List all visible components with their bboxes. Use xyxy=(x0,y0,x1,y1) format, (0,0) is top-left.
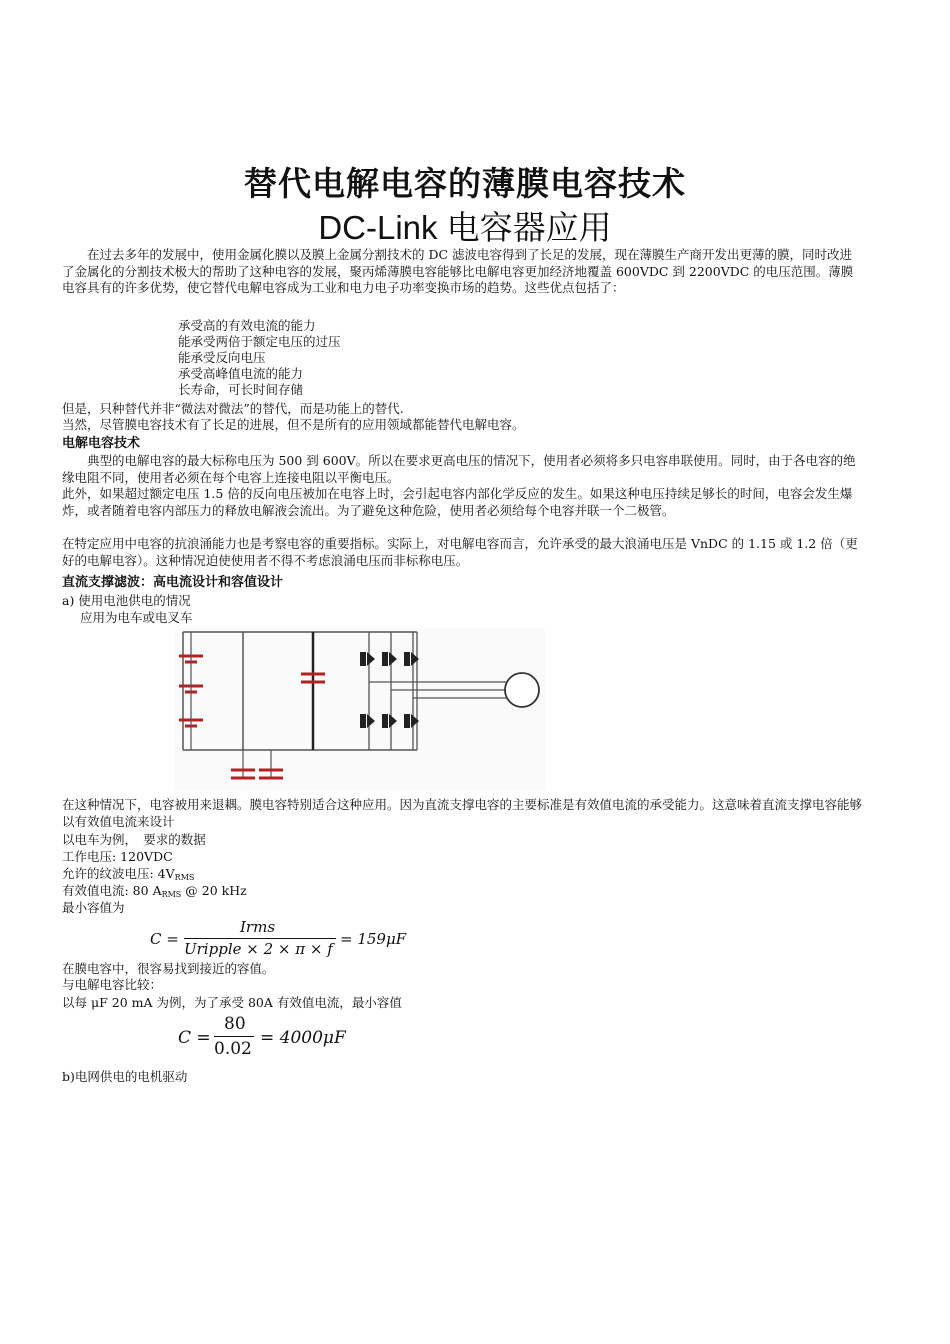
section-heading-dclink: 直流支撑滤波：高电流设计和容值设计 xyxy=(62,575,284,590)
formula-lhs: C = xyxy=(178,1028,211,1048)
compare-label: 与电解电容比较： xyxy=(62,977,163,992)
electrolytic-paragraph-3: 在特定应用中电容的抗浪涌能力也是考察电容的重要指标。实际上，对电解电容而言，允许承受的最大浪涌电压是 VnDC 的 1.15 或 1.2 倍（更好的电解电容）。这种情况迫使使用者不得不考虑浪涌电压而非标称电压。 xyxy=(62,536,858,568)
note-not-all: 当然，尽管膜电容技术有了长足的进展，但不是所有的应用领域都能替代电解电容。 xyxy=(62,417,525,432)
formula-numerator: 80 xyxy=(224,1014,246,1034)
advantage-item: 承受高的有效电流的能力 xyxy=(178,318,316,333)
formula-numerator: Irms xyxy=(240,918,276,936)
case-a-application: 应用为电车或电叉车 xyxy=(80,610,193,625)
film-note: 在膜电容中，很容易找到接近的容值。 xyxy=(62,961,275,976)
electrolytic-paragraph-2: 此外，如果超过额定电压 1.5 倍的反向电压被加在电容上时，会引起电容内部化学反应的发生。如果这种电压持续足够长的时间，电容会发生爆炸，或者随着电容内部压力的释放电解液会流出。为了避免这种危险，使用者必须给每个电容并联一个二极管。 xyxy=(62,486,853,518)
formula-rhs: = 159μF xyxy=(340,930,407,948)
min-cap-label: 最小容值为 xyxy=(62,900,125,915)
motor-icon xyxy=(505,673,539,707)
current-spec: 有效值电流: 80 $A_{RMS}$ @ 20 kHz xyxy=(62,883,247,899)
decoupling-paragraph: 在这种情况下，电容被用来退耦。膜电容特别适合这种应用。因为直流支撑电容的主要标准是有效值电流的承受能力。这意味着直流支撑电容能够以有效值电流来设计 xyxy=(62,797,863,829)
advantage-item: 能承受两倍于额定电压的过压 xyxy=(178,334,341,349)
formula-denominator: Uripple × 2 × π × f xyxy=(184,940,333,958)
ripple-spec: 允许的纹波电压: $4V_{RMS}$ xyxy=(62,866,195,882)
formula-lhs: C = xyxy=(150,930,179,948)
intro-paragraph: 在过去多年的发展中，使用金属化膜以及膜上金属分割技术的 DC 滤波电容得到了长足的发展，现在薄膜生产商开发出更薄的膜，同时改进了金属化的分割技术极大的帮助了这种电容的发展，聚丙烯薄膜电容能够比电解电容更加经济地覆盖 600VDC 到 2200VDC 的电压范围。薄膜电容具有的许多优势，使它替代电解电容成为工业和电力电子功率变换市场的趋势。这些优点包括了： xyxy=(62,247,854,295)
page-title: 替代电解电容的薄膜电容技术 xyxy=(244,164,686,203)
formula-denominator: 0.02 xyxy=(214,1039,252,1059)
page-subtitle: DC-Link 电容器应用 xyxy=(318,209,612,246)
note-functional: 但是，只种替代并非“微法对微法”的替代，而是功能上的替代. xyxy=(62,401,404,416)
example-label: 以电车为例， 要求的数据 xyxy=(62,832,206,847)
circuit-diagram xyxy=(175,628,545,790)
voltage-spec: 工作电压: 120VDC xyxy=(62,849,173,864)
section-heading-electrolytic: 电解电容技术 xyxy=(62,436,141,451)
per-uf-note: 以每 μF 20 mA 为例，为了承受 80A 有效值电流，最小容值 xyxy=(62,995,402,1010)
formula-rhs: = 4000μF xyxy=(260,1028,346,1048)
advantage-item: 能承受反向电压 xyxy=(178,350,266,365)
case-b-label: b)电网供电的电机驱动 xyxy=(62,1069,188,1084)
electrolytic-paragraph-1: 典型的电解电容的最大标称电压为 500 到 600V。所以在要求更高电压的情况下，使用者必须将多只电容串联使用。同时，由于各电容的绝缘电阻不同，使用者必须在每个电容上连接电阻以平衡电压。 xyxy=(62,453,856,485)
advantage-item: 长寿命，可长时间存储 xyxy=(178,382,304,397)
advantage-item: 承受高峰值电流的能力 xyxy=(178,366,304,381)
case-a-label: a) 使用电池供电的情况 xyxy=(62,593,191,608)
